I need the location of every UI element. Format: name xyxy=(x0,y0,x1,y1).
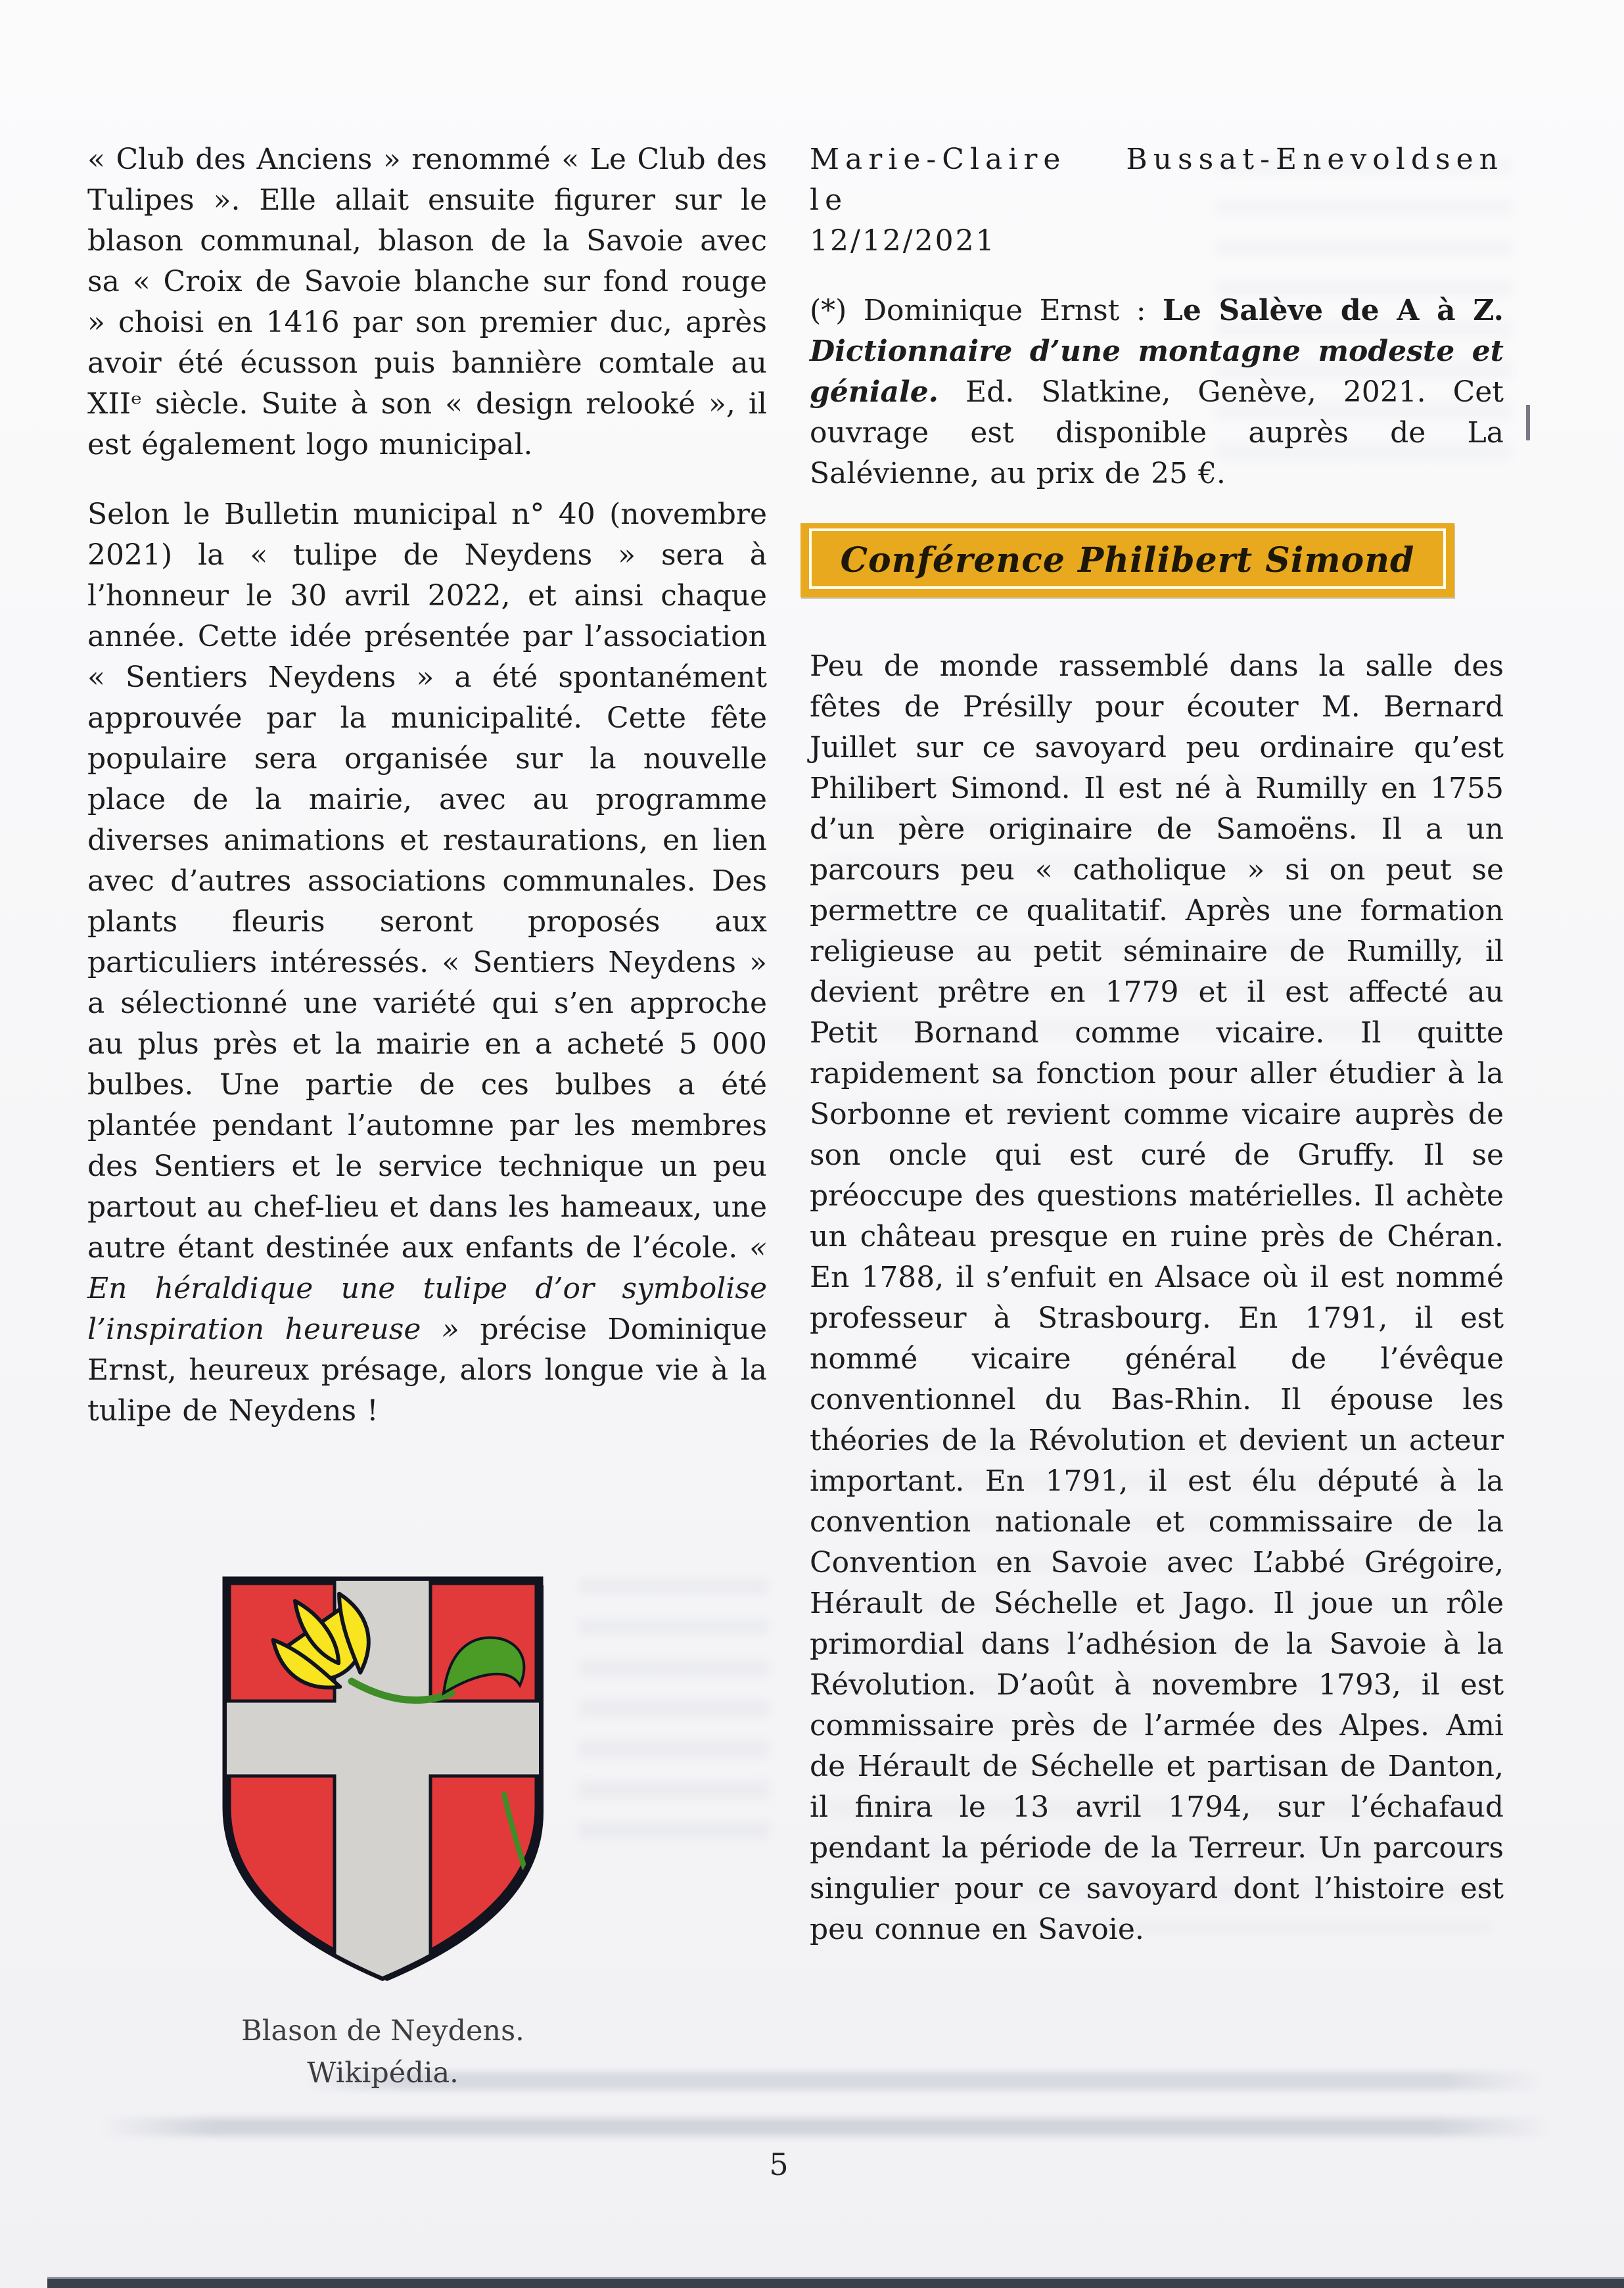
blason-caption-line2: Wikipédia. xyxy=(307,2057,459,2090)
byline-author: Marie-Claire Bussat-Enevoldsen le xyxy=(810,143,1504,217)
byline-date: 12/12/2021 xyxy=(810,224,996,258)
scan-artifact xyxy=(1526,405,1530,440)
paragraph-run-italic-quote: « En héraldique une tulipe d’or symbolise l’inspiration heureuse » xyxy=(87,1231,767,1346)
scanner-edge-bar xyxy=(47,2277,1624,2288)
paragraph-run: précise Dominique Ernst, heureux présage, alors longue vie à la tulipe de Neydens ! xyxy=(87,1313,767,1428)
bleed-through-smudge xyxy=(578,1577,769,1854)
bleed-through-line xyxy=(99,2118,1551,2136)
book-reference xyxy=(810,291,1504,494)
left-column xyxy=(87,139,767,1460)
book-reference-run: Ed. Slatkine, Genève, 2021. Cet ouvrage est disponible auprès de La Salévienne, au prix de 25 €. xyxy=(810,375,1504,490)
paragraph-club-tulipes: « Club des Anciens » renommé « Le Club des Tulipes ». Elle allait ensuite figurer sur le blason communal, blason de la Savoie avec sa « Croix de Savoie blanche sur fond rouge » choisi en 1416 par son premier duc, après avoir été écusson puis bannière comtale au XIIᵉ siècle. Suite à son « design relooké », il est également logo municipal. xyxy=(87,143,767,461)
paragraph-conference-report: Peu de monde rassemblé dans la salle des fêtes de Présilly pour écouter M. Bernard Juillet sur ce savoyard peu ordinaire qu’est Philibert Simond. Il est né à Rumilly en 1755 d’un père originaire de Samoëns. Il a un parcours peu « catholique » si on peut se permettre ce qualitatif. Après une formation religieuse au petit séminaire de Rumilly, il devient prêtre en 1779 et il est affecté au Petit Bornand comme vicaire. Il quitte rapidement sa fonction pour aller étudier à la Sorbonne et revient comme vicaire auprès de son oncle qui est curé de Gruffy. Il se préoccupe des questions matérielles. Il achète un château presque en ruine près de Chéran. En 1788, il s’enfuit en Alsace où il est nommé professeur à Strasbourg. En 1791, il est nommé vicaire général de l’évêque conventionnel du Bas-Rhin. Il épouse les théories de la Révolution et devient un acteur important. En 1791, il est élu député à la convention nationale et commissaire de la Convention en Savoie avec L’abbé Grégoire, Hérault de Séchelle et Jago. Il joue un rôle primordial dans l’adhésion de la Savoie à la Révolution. D’août à novembre 1793, il est commissaire près de l’armée des Alpes. Ami de Hérault de Séchelle et partisan de Danton, il finira le 13 avril 1794, sur l’échafaud pendant la période de la Terreur. Un parcours singulier pour ce savoyard dont l’histoire est peu connue en Savoie. xyxy=(810,649,1504,1946)
book-title-bold: Le Salève de A à Z. xyxy=(1162,294,1504,327)
blason-caption-line1: Blason de Neydens. xyxy=(241,2015,524,2047)
neydens-coat-of-arms xyxy=(220,1574,545,1987)
right-column xyxy=(810,139,1504,1979)
paragraph-run: Selon le Bulletin municipal n° 40 (novembre 2021) la « tulipe de Neydens » sera à l’honneur le 30 avril 2022, et ainsi chaque année. Cette idée présentée par l’association « Sentiers Neydens » a été spontanément approuvée par la municipalité. Cette fête populaire sera organisée sur la nouvelle place de la mairie, avec au programme diverses animations et restaurations, en lien avec d’autres associations communales. Des plants fleuris seront proposés aux particuliers intéressés. « Sentiers Neydens » a sélectionné une variété qui s’en approche au plus près et la mairie en a acheté 5 000 bulbes. Une partie de ces bulbes a été plantée pendant l’automne par les membres des Sentiers et le service technique un peu partout au chef-lieu et dans les hameaux, une autre étant destinée aux enfants de l’école. xyxy=(87,498,767,1265)
conference-banner xyxy=(800,523,1454,597)
conference-banner-title: Conférence Philibert Simond xyxy=(840,540,1415,580)
book-reference-run: (*) Dominique Ernst : xyxy=(810,294,1163,327)
book-subtitle-bold-italic: Dictionnaire d’une montagne modeste et géniale. xyxy=(810,335,1504,409)
paragraph-tulipe-neydens xyxy=(87,494,767,1432)
page-number: 5 xyxy=(769,2147,789,2182)
byline xyxy=(810,139,1504,262)
blason-caption xyxy=(220,2010,545,2094)
